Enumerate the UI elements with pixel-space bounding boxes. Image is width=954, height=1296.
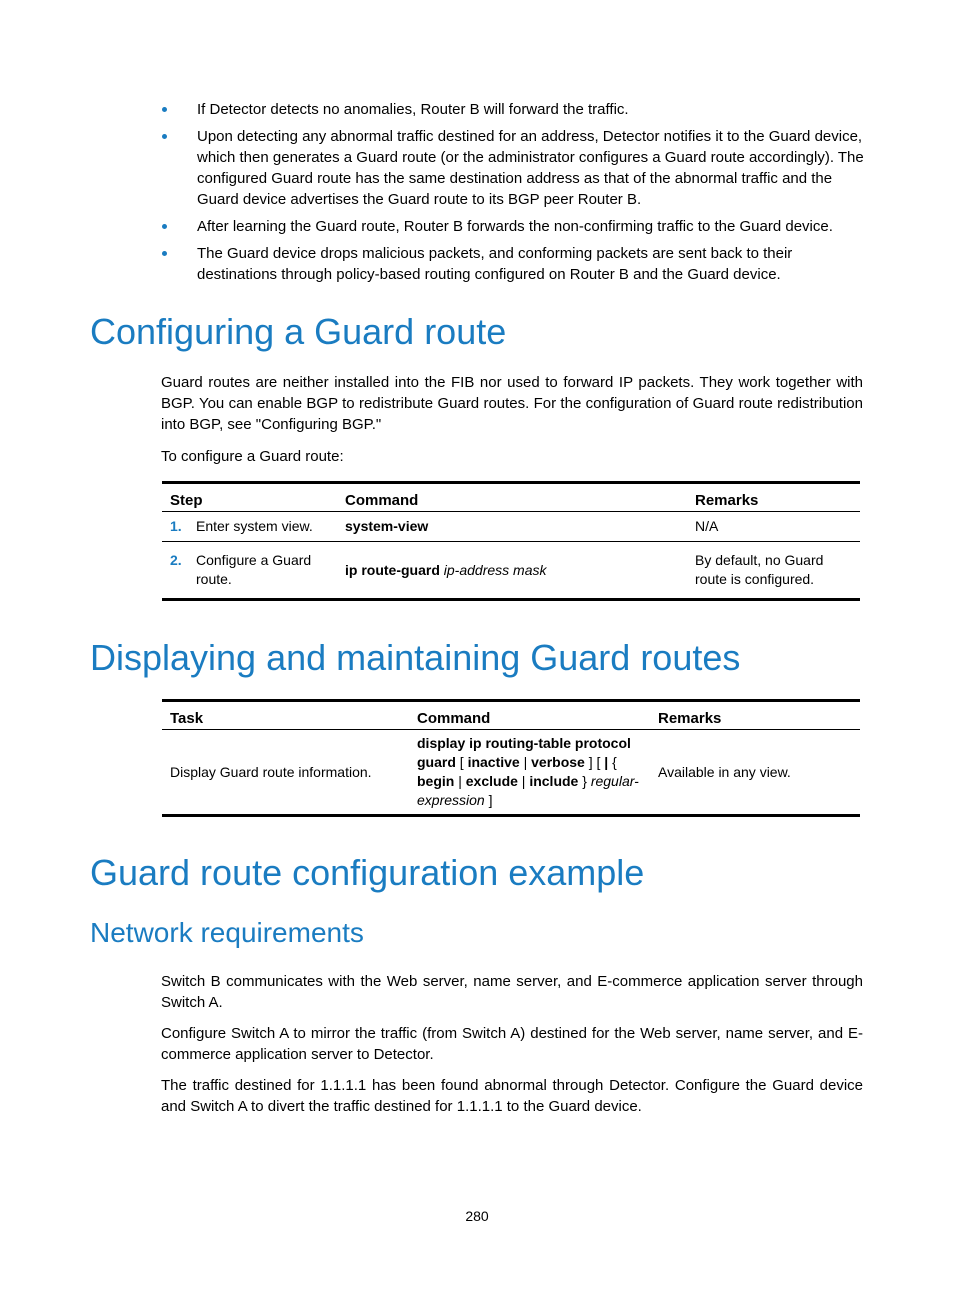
bullet-icon <box>162 251 167 256</box>
requirement-paragraph: Switch B communicates with the Web server, name server, and E-commerce application server through Switch A. <box>161 973 863 1011</box>
table-row <box>162 542 860 600</box>
subsection-title: Network requirements <box>90 917 364 948</box>
remarks-cell: N/A <box>687 512 860 542</box>
section-title-displaying: Displaying and maintaining Guard routes <box>90 637 741 678</box>
list-item: The Guard device drops malicious packets, and conforming packets are sent back to their destinations through policy-based routing configured on Router B and the Guard device. <box>161 243 865 285</box>
column-header: Remarks <box>687 483 860 512</box>
table-intro: To configure a Guard route: <box>161 448 344 465</box>
bullet-icon <box>162 107 167 112</box>
command-cell <box>337 512 687 542</box>
requirement-paragraph: Configure Switch A to mirror the traffic (from Switch A) destined for the Web server, name server, and E-commerce application server to Detector. <box>161 1025 863 1063</box>
remarks-cell: By default, no Guard route is configured. <box>687 542 860 600</box>
column-header: Command <box>337 483 687 512</box>
task-cell: Display Guard route information. <box>162 730 409 816</box>
bullet-icon <box>162 224 167 229</box>
command-keyword: ip route-guard <box>345 561 440 578</box>
remarks-cell: Available in any view. <box>650 730 860 816</box>
step-cell <box>162 542 337 600</box>
list-item: After learning the Guard route, Router B forwards the non-confirming traffic to the Guard device. <box>161 216 865 237</box>
config-steps-table <box>162 481 860 601</box>
column-header: Step <box>162 483 337 512</box>
table-row <box>162 512 860 542</box>
command-cell: display ip routing-table protocol guard [ inactive | verbose ] [ | { begin | exclude | include } regular-expression ] <box>409 730 650 816</box>
step-text: Configure a Guard route. <box>196 552 312 587</box>
command-keyword: system-view <box>345 518 429 534</box>
requirement-paragraph: The traffic destined for 1.1.1.1 has been found abnormal through Detector. Configure the Guard device and Switch A to divert the traffic destined for 1.1.1.1 to the Guard device. <box>161 1077 863 1115</box>
page-number: 280 <box>465 1208 489 1224</box>
column-header: Remarks <box>650 701 860 730</box>
step-number: 1. <box>170 518 182 534</box>
bullet-icon <box>162 134 167 139</box>
bullet-list <box>161 99 865 291</box>
table-header-row <box>162 483 860 512</box>
command-argument: ip-address mask <box>443 561 547 578</box>
command-cell <box>337 542 687 600</box>
table-row <box>162 730 860 816</box>
section-title-example: Guard route configuration example <box>90 852 645 893</box>
section-paragraph: Guard routes are neither installed into the FIB nor used to forward IP packets. They work together with BGP. You can enable BGP to redistribute Guard routes. For the configuration of Guard route redistribution into BGP, see "Configuring BGP." <box>161 374 863 433</box>
column-header: Command <box>409 701 650 730</box>
display-commands-table <box>162 699 860 817</box>
table-header-row <box>162 701 860 730</box>
list-item: If Detector detects no anomalies, Router B will forward the traffic. <box>161 99 865 120</box>
step-number: 2. <box>170 552 182 568</box>
list-item: Upon detecting any abnormal traffic destined for an address, Detector notifies it to the Guard device, which then generates a Guard route (or the administrator configures a Guard route accordingly). The configured Guard route has the same destination address as that of the abnormal traffic and the Guard device advertises the Guard route to its BGP peer Router B. <box>161 126 865 210</box>
step-text: Enter system view. <box>196 518 313 534</box>
step-cell <box>162 512 337 542</box>
section-title-configuring: Configuring a Guard route <box>90 311 507 352</box>
column-header: Task <box>162 701 409 730</box>
